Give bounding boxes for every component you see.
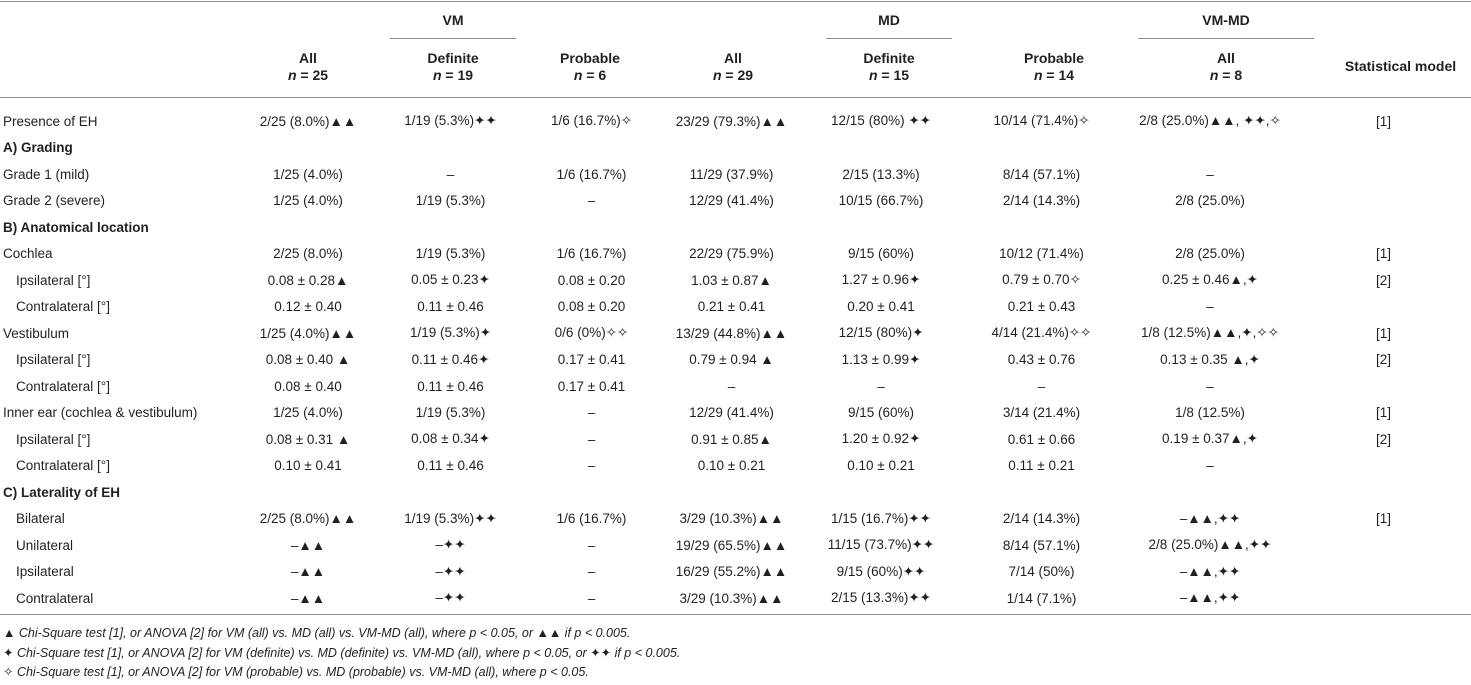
table-cell	[1124, 479, 1296, 506]
group-rule-vm-md	[1138, 38, 1314, 39]
table-cell: 1/25 (4.0%)▲▲	[259, 325, 357, 341]
row-label: Ipsilateral [°]	[16, 272, 91, 288]
table-cell: 0.91 ± 0.85▲	[691, 431, 772, 447]
footnote-star: ✦ Chi-Square test [1], or ANOVA [2] for VM (definite) vs. MD (definite) vs. VM-MD (all), where p < 0.05, or ✦✦ if p < 0.005.	[3, 645, 681, 660]
table-cell	[1296, 532, 1471, 559]
table-cell: 12/29 (41.4%)	[689, 405, 774, 421]
table-row	[0, 453, 1471, 480]
table-cell: 1/19 (5.3%)	[415, 193, 486, 209]
group-header-vm-md: VM-MD	[1202, 12, 1250, 28]
table-cell: 0.08 ± 0.40	[274, 378, 342, 394]
table-cell: 0.61 ± 0.66	[1007, 431, 1076, 447]
table-cell	[1124, 214, 1296, 241]
table-cell: 0.79 ± 0.70✧	[1002, 272, 1081, 288]
table-cell: 10/12 (71.4%)	[999, 246, 1084, 262]
table-cell: 0.10 ± 0.41	[274, 458, 342, 474]
table-cell: 3/29 (10.3%)▲▲	[679, 590, 784, 606]
table-cell: 1.20 ± 0.92✦	[841, 431, 921, 447]
table-cell: 10/14 (71.4%)✧	[993, 113, 1090, 129]
table-cell: 0.10 ± 0.21	[847, 458, 915, 474]
table-cell: [1]	[1375, 246, 1391, 262]
footnote-hollow-star: ✧ Chi-Square test [1], or ANOVA [2] for VM (probable) vs. MD (probable) vs. VM-MD (all), where p < 0.05.	[3, 665, 589, 679]
table-row	[0, 347, 1471, 374]
table-cell: –	[877, 378, 885, 394]
table-cell: 13/29 (44.8%)▲▲	[675, 325, 788, 341]
table-cell: 0.17 ± 0.41	[557, 378, 626, 394]
table-cell: 0.12 ± 0.40	[274, 299, 342, 315]
table-row	[0, 479, 1471, 506]
table-cell: [2]	[1375, 431, 1391, 447]
row-label: Contralateral [°]	[16, 378, 110, 394]
table-cell: 0.11 ± 0.46✦	[411, 351, 490, 367]
table-row	[0, 267, 1471, 294]
table-cell	[803, 214, 959, 241]
table-cell: 0.11 ± 0.46	[417, 458, 484, 474]
row-label: C) Laterality of EH	[3, 484, 121, 500]
table-row	[0, 585, 1471, 612]
table-cell: 1/6 (16.7%)	[556, 166, 627, 182]
table-row	[0, 108, 1471, 135]
table-cell: 7/14 (50%)	[1008, 564, 1075, 580]
table-cell: 2/25 (8.0%)▲▲	[259, 113, 357, 129]
row-label: Ipsilateral	[16, 564, 74, 580]
table-cell: –	[587, 564, 596, 580]
table-cell: 2/8 (25.0%)▲▲,✦✦	[1148, 537, 1272, 553]
table-cell: 1/6 (16.7%)✧	[550, 113, 633, 129]
table-cell: –	[1206, 458, 1214, 474]
table-row	[0, 506, 1471, 533]
table-cell: 1.03 ± 0.87▲	[691, 272, 772, 288]
column-header-md-probable: Probable n = 14	[1024, 50, 1084, 83]
table-row	[0, 426, 1471, 453]
table-cell: 2/8 (25.0%)	[1175, 193, 1245, 209]
column-header-md-all: All n = 29	[712, 50, 754, 83]
table-cell: [1]	[1375, 405, 1391, 421]
column-header-statistical-model: Statistical model	[1344, 58, 1457, 74]
table-cell	[1296, 294, 1471, 321]
table-cell: [2]	[1375, 272, 1391, 288]
table-cell: 2/25 (8.0%)▲▲	[259, 511, 357, 527]
table-cell: 0.08 ± 0.34✦	[411, 431, 490, 447]
table-cell: 0.21 ± 0.43	[1007, 299, 1076, 315]
row-label: Bilateral	[16, 511, 65, 527]
results-table	[0, 108, 1471, 612]
table-cell: –▲▲	[290, 590, 326, 606]
table-cell: [1]	[1375, 113, 1391, 129]
table-top-rule	[0, 1, 1471, 2]
table-cell	[523, 214, 660, 241]
row-label: Inner ear (cochlea & vestibulum)	[3, 405, 198, 421]
row-label: Vestibulum	[3, 325, 70, 341]
table-cell: 23/29 (79.3%)▲▲	[675, 113, 788, 129]
table-cell	[1296, 585, 1471, 612]
table-cell	[523, 135, 660, 162]
table-cell: –✦✦	[435, 590, 466, 606]
table-cell	[660, 479, 803, 506]
table-cell	[1296, 161, 1471, 188]
table-row	[0, 559, 1471, 586]
table-cell	[1296, 453, 1471, 480]
table-cell	[1296, 135, 1471, 162]
table-cell: 0.05 ± 0.23✦	[411, 272, 490, 288]
table-cell: 9/15 (60%)	[847, 246, 915, 262]
table-cell	[1296, 188, 1471, 215]
table-cell	[1296, 214, 1471, 241]
table-row	[0, 188, 1471, 215]
table-cell: 0.11 ± 0.21	[1008, 458, 1075, 474]
table-cell: –	[727, 378, 736, 394]
table-cell: –	[446, 166, 455, 182]
table-cell: 2/25 (8.0%)	[273, 246, 343, 262]
table-cell: 1/6 (16.7%)	[556, 246, 627, 262]
table-cell: 12/15 (80%) ✦✦	[831, 113, 931, 129]
table-cell: 10/15 (66.7%)	[838, 193, 924, 209]
row-label: Ipsilateral [°]	[16, 431, 91, 447]
table-cell: [1]	[1375, 325, 1391, 341]
row-label: Contralateral	[16, 590, 94, 606]
table-cell: 1/19 (5.3%)	[415, 405, 486, 421]
table-cell: 1/25 (4.0%)	[273, 193, 343, 209]
table-cell: 0.10 ± 0.21	[697, 458, 766, 474]
row-label: Contralateral [°]	[16, 458, 110, 474]
table-cell: 0.20 ± 0.41	[847, 299, 915, 315]
row-label: Unilateral	[16, 537, 74, 553]
group-header-md: MD	[878, 12, 900, 28]
table-cell: 1/6 (16.7%)	[556, 511, 627, 527]
table-row	[0, 214, 1471, 241]
row-label: Presence of EH	[3, 113, 98, 129]
table-cell	[1124, 135, 1296, 162]
table-row	[0, 373, 1471, 400]
table-cell: –	[587, 405, 596, 421]
table-cell: 0.11 ± 0.46	[417, 299, 484, 315]
table-cell: 2/15 (13.3%)✦✦	[831, 590, 931, 606]
table-row	[0, 532, 1471, 559]
table-cell: –▲▲,✦✦	[1179, 563, 1241, 579]
table-cell	[959, 135, 1124, 162]
table-cell: –	[587, 537, 596, 553]
table-cell: 1/8 (12.5%)▲▲,✦,✧✧	[1141, 325, 1279, 341]
row-label: Contralateral [°]	[16, 299, 110, 315]
row-label: Ipsilateral [°]	[16, 352, 91, 368]
table-cell: 9/15 (60%)	[847, 405, 915, 421]
row-label: Cochlea	[3, 246, 53, 262]
table-cell: –	[1206, 378, 1214, 394]
table-cell: 0.21 ± 0.41	[697, 299, 766, 315]
group-header-vm: VM	[442, 12, 464, 28]
table-cell: 1/19 (5.3%)	[415, 246, 486, 262]
table-cell: 1.27 ± 0.96✦	[841, 272, 921, 288]
table-cell: 0.17 ± 0.41	[557, 352, 626, 368]
table-cell: 1/25 (4.0%)	[273, 166, 343, 182]
table-cell: 1/19 (5.3%)✦✦	[404, 113, 497, 129]
table-cell: 4/14 (21.4%)✧✧	[991, 325, 1092, 341]
table-cell	[378, 214, 523, 241]
row-label: Grade 2 (severe)	[3, 193, 106, 209]
table-cell: 0.08 ± 0.31 ▲	[265, 431, 351, 447]
table-row	[0, 320, 1471, 347]
table-cell	[803, 135, 959, 162]
footnote-triangle: ▲ Chi-Square test [1], or ANOVA [2] for VM (all) vs. MD (all) vs. VM-MD (all), where p < 0.05, or ▲▲ if p < 0.005.	[3, 626, 631, 640]
table-cell: 2/15 (13.3%)	[842, 166, 920, 182]
table-row	[0, 400, 1471, 427]
table-cell: 12/15 (80%)✦	[838, 325, 924, 341]
table-bottom-rule	[0, 614, 1471, 615]
table-cell	[1296, 559, 1471, 586]
table-cell: –	[1037, 378, 1046, 394]
table-cell: [2]	[1375, 352, 1391, 368]
table-cell: 22/29 (75.9%)	[689, 246, 774, 262]
table-cell	[660, 214, 803, 241]
table-cell: 0.43 ± 0.76	[1007, 352, 1076, 368]
column-header-vm-all: All n = 25	[287, 50, 329, 83]
table-cell	[238, 214, 378, 241]
table-cell: 1/14 (7.1%)	[1006, 590, 1077, 606]
table-cell: 3/29 (10.3%)▲▲	[679, 511, 784, 527]
table-cell: 2/8 (25.0%)	[1175, 246, 1245, 262]
group-rule-vm	[390, 38, 516, 39]
column-header-vm-definite: Definite n = 19	[427, 50, 479, 83]
column-header-vm-probable: Probable n = 6	[560, 50, 620, 83]
table-cell	[959, 479, 1124, 506]
table-cell: –	[587, 590, 596, 606]
row-label: B) Anatomical location	[3, 219, 149, 235]
table-row	[0, 135, 1471, 162]
row-label: Grade 1 (mild)	[3, 166, 90, 182]
table-row	[0, 241, 1471, 268]
table-cell: 1.13 ± 0.99✦	[841, 351, 921, 367]
table-cell: 0.08 ± 0.40 ▲	[265, 352, 351, 368]
table-row	[0, 294, 1471, 321]
table-cell: –	[587, 431, 596, 447]
column-header-md-definite: Definite n = 15	[863, 50, 915, 83]
footnotes	[3, 624, 680, 683]
table-cell: –	[1206, 166, 1214, 182]
table-cell: 0.19 ± 0.37▲,✦	[1162, 431, 1258, 447]
table-cell: –▲▲	[290, 564, 326, 580]
table-cell: 1/15 (16.7%)✦✦	[831, 510, 931, 526]
table-cell: 2/14 (14.3%)	[1002, 511, 1081, 527]
table-cell	[959, 214, 1124, 241]
table-cell: 0.13 ± 0.35 ▲,✦	[1160, 351, 1260, 367]
table-cell	[238, 479, 378, 506]
table-cell: 11/15 (73.7%)✦✦	[827, 537, 935, 553]
table-cell: 9/15 (60%)✦✦	[836, 563, 926, 579]
table-cell: –✦✦	[435, 537, 466, 553]
table-cell: 2/14 (14.3%)	[1002, 193, 1081, 209]
table-cell: 2/8 (25.0%)▲▲, ✦✦,✧	[1139, 113, 1281, 129]
table-cell: –	[1206, 299, 1214, 315]
table-cell: 11/29 (37.9%)	[689, 166, 774, 182]
table-cell: 0/6 (0%)✧✧	[554, 325, 629, 341]
table-cell: 12/29 (41.4%)	[689, 193, 774, 209]
table-cell	[803, 479, 959, 506]
group-rule-md	[826, 38, 952, 39]
table-cell: 1/19 (5.3%)✦✦	[404, 510, 497, 526]
table-cell: 3/14 (21.4%)	[1002, 405, 1081, 421]
table-cell: –▲▲	[290, 537, 326, 553]
table-cell: [1]	[1375, 511, 1391, 527]
table-cell	[378, 479, 523, 506]
column-header-vm-md-all: All n = 8	[1209, 50, 1243, 83]
table-cell: –▲▲,✦✦	[1179, 590, 1241, 606]
table-cell: –	[587, 193, 596, 209]
table-cell: 16/29 (55.2%)▲▲	[675, 564, 788, 580]
table-cell: 1/25 (4.0%)	[273, 405, 343, 421]
table-cell: 0.08 ± 0.20	[557, 272, 626, 288]
table-cell	[378, 135, 523, 162]
table-cell: –▲▲,✦✦	[1179, 510, 1241, 526]
table-cell: 19/29 (65.5%)▲▲	[675, 537, 788, 553]
table-cell: –	[587, 458, 596, 474]
table-cell	[523, 479, 660, 506]
table-cell	[1296, 373, 1471, 400]
row-label: A) Grading	[3, 140, 73, 156]
table-cell	[1296, 479, 1471, 506]
header-bottom-rule	[0, 97, 1471, 98]
table-cell	[660, 135, 803, 162]
table-cell: –✦✦	[435, 563, 466, 579]
table-cell	[238, 135, 378, 162]
table-cell: 0.08 ± 0.28▲	[267, 272, 349, 288]
table-row	[0, 161, 1471, 188]
table-cell: 0.11 ± 0.46	[417, 378, 484, 394]
table-cell: 1/8 (12.5%)	[1175, 405, 1245, 421]
table-cell: 1/19 (5.3%)✦	[409, 325, 492, 341]
table-cell: 8/14 (57.1%)	[1002, 166, 1081, 182]
table-cell: 0.08 ± 0.20	[557, 299, 626, 315]
table-cell: 8/14 (57.1%)	[1002, 537, 1081, 553]
table-cell: 0.79 ± 0.94 ▲	[689, 352, 774, 368]
table-cell: 0.25 ± 0.46▲,✦	[1162, 272, 1258, 288]
